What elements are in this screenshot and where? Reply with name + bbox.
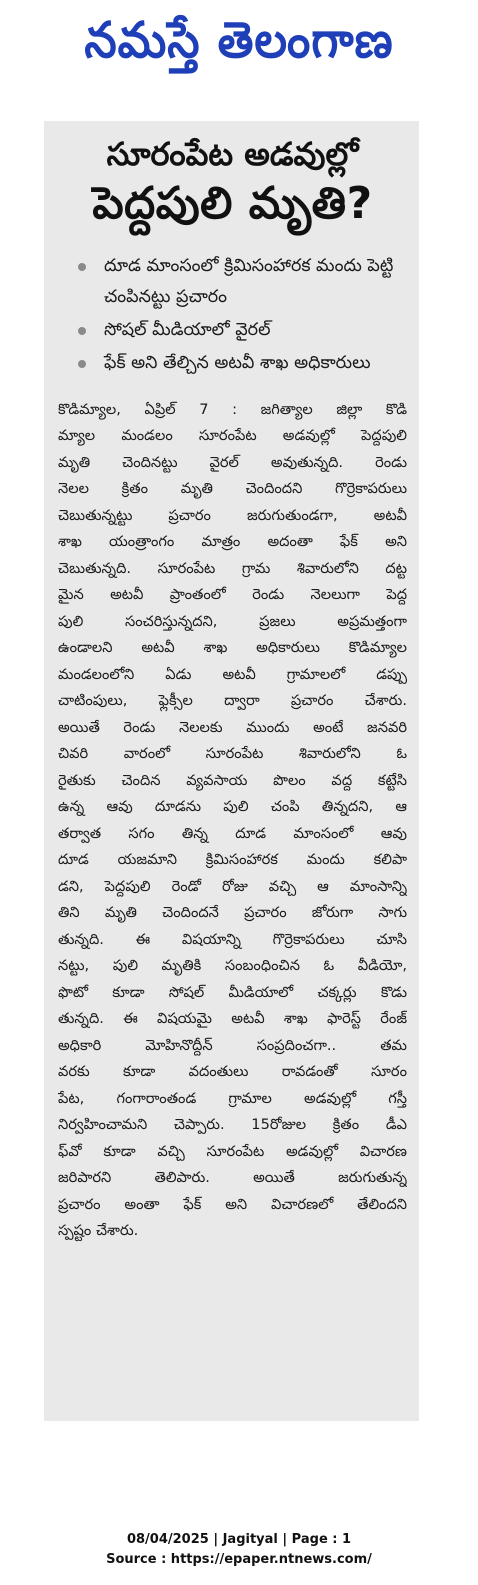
body-line: నిర్వహించామని చెప్పారు. 15రోజుల క్రితం డీఎ [58,1116,407,1134]
body-line: కొడిమ్యాల, ఏప్రిల్ 7 : జగిత్యాల జిల్లా కొడి [58,400,407,418]
summary-bullet: దూడ మాంసంలో క్రిమిసంహారక మందు పెట్టి చంపినట్టు ప్రచారం [78,251,407,313]
body-line: నట్టు, పులి మృతికి సంబంధించిన ఓ వీడియో, [58,957,407,975]
body-line: మృతి చెందినట్టు వైరల్ అవుతున్నది. రెండు [58,453,407,471]
body-line: నెలల క్రితం మృతి చెందిందని గొర్రెకాపరులు [58,480,407,498]
source-link[interactable]: Source : https://epaper.ntnews.com/ [106,1552,372,1567]
body-line: ప్రచారం అంతా ఫేక్ అని విచారణలో తేలిందని [58,1195,407,1213]
headline-line-1: సూరంపేట అడవుల్లో [106,135,359,173]
body-line: అయితే రెండు నెలలకు ముందు అంటే జనవరి [58,718,407,736]
body-line: చివరి వారంలో సూరంపేట శివారులోని ఓ [58,745,407,763]
body-line: జరిపారని తెలిపారు. అయితే జరుగుతున్న [58,1169,407,1187]
body-line: మైన అటవీ ప్రాంతంలో రెండు నెలలుగా పెద్ద [58,586,407,604]
body-line: మండలంలోని ఏడు అటవీ గ్రామాలలో డప్పు [58,665,407,683]
body-line: చెబుతున్నట్టు ప్రచారం జరుగుతుండగా, అటవీ [58,506,407,524]
article-body [58,397,407,1245]
body-line: దూడ యజమాని క్రిమిసంహారక మందు కలిపా [58,851,407,869]
newspaper-logo: నమస్తే తెలంగాణ [84,10,394,69]
body-line: అధికారి మోహినొద్దీన్ సంప్రదించగా.. తమ [58,1036,407,1054]
body-line: ఉన్న ఆవు దూడను పులి చంపి తిన్నదని, ఆ [58,798,407,816]
body-line: చాటింపులు, ఫ్లెక్సీల ద్వారా ప్రచారం చేశారు. [58,692,407,710]
edition-info: 08/04/2025 | Jagityal | Page : 1 [126,1532,352,1547]
body-line: తున్నది. ఈ విషయాన్ని గొర్రెకాపరులు చూసి [58,930,407,948]
body-line: స్పష్టం చేశారు. [58,1222,139,1240]
body-line: తున్నది. ఈ విషయమై అటవీ శాఖ ఫారెస్ట్ రేంజ్ [58,1010,407,1028]
body-line: తిని మృతి చెందిందనే ప్రచారం జోరుగా సాగు [58,904,407,922]
body-line: ఉండాలని అటవీ శాఖ అధికారులు కొడిమ్యాల [58,639,407,657]
summary-bullets [58,251,407,379]
article-clipping [44,121,419,1421]
body-line: వరకు కూడా వదంతులు రావడంతో సూరం [58,1063,407,1081]
summary-bullet: ఫేక్ అని తేల్చిన అటవీ శాఖ అధికారులు [78,348,407,379]
body-line: తర్వాత సగం తిన్న దూడ మాంసంలో ఆవు [58,824,407,842]
body-line: ఫొటో కూడా సోషల్ మీడియాలో చక్కర్లు కొడు [58,983,407,1001]
body-line: పేట, గంగారాంతండ గ్రామాల అడవుల్లో గస్తీ [58,1089,407,1107]
body-line: రైతుకు చెందిన వ్యవసాయ పొలం వద్ద కట్టేసి [58,771,407,789]
body-line: శాఖ యంత్రాంగం మాత్రం అదంతా ఫేక్ అని [58,533,407,551]
body-line: చెబుతున్నది. సూరంపేట గ్రామ శివారులోని దట్ట [58,559,407,577]
body-line: మ్యాల మండలం సూరంపేట అడవుల్లో పెద్దపులి [58,427,407,445]
body-line: డని, పెద్దపులి రెండో రోజు వచ్చి ఆ మాంసాన్ని [58,877,407,895]
masthead [0,0,478,92]
body-line: పులి సంచరిస్తున్నదని, ప్రజలు అప్రమత్తంగా [58,612,407,630]
headline-line-2: పెద్దపులి మృతి? [92,178,373,230]
summary-bullet: సోషల్ మీడియాలో వైరల్ [78,315,407,346]
body-line: ఫ్‌వో కూడా వచ్చి సూరంపేట అడవుల్లో విచారణ [58,1142,407,1160]
page-footer [0,1530,478,1570]
